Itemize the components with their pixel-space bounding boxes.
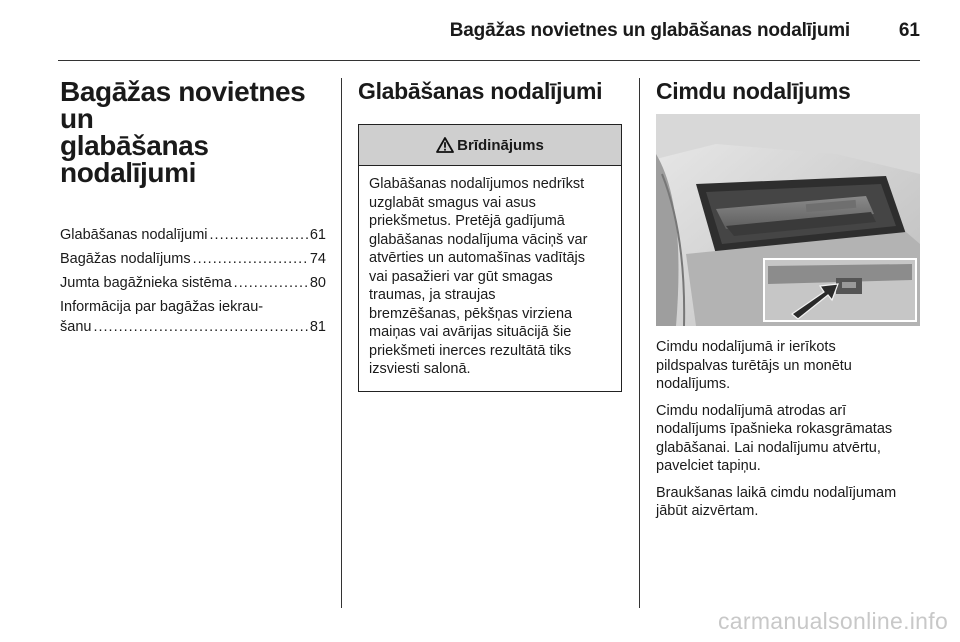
warning-line: priekšmeti inerces rezultātā tiks <box>369 342 572 359</box>
toc-page: 80 <box>309 275 326 291</box>
toc-label: Informācija par bagāžas iekrau- <box>60 299 264 315</box>
section-heading: Cimdu nodalījums <box>656 78 851 104</box>
warning-triangle-icon <box>436 137 454 153</box>
toc-leader-dots <box>93 317 307 337</box>
warning-line: vai pasažieri var gūt smagas <box>369 268 553 285</box>
chapter-heading-line: glabāšanas <box>60 130 209 161</box>
warning-box <box>358 124 622 392</box>
warning-line: Glabāšanas nodalījumos nedrīkst <box>369 176 585 192</box>
paragraph-line: glabāšanai. Lai nodalījumu atvērtu, <box>656 439 881 456</box>
glovebox-photo-icon <box>656 114 920 326</box>
table-of-contents <box>60 225 326 337</box>
warning-line: traumas, ja straujas <box>369 287 496 303</box>
toc-entry-continuation <box>60 317 326 337</box>
page-number: 61 <box>898 20 920 41</box>
chapter-heading-line: nodalījumi <box>60 157 197 188</box>
toc-entry[interactable] <box>60 249 326 269</box>
paragraph-line: jābūt aizvērtam. <box>656 503 759 519</box>
glovebox-illustration <box>656 114 920 326</box>
right-column <box>656 78 922 521</box>
toc-label: Glabāšanas nodalījumi <box>60 227 208 243</box>
column-divider <box>341 78 342 608</box>
toc-leader-dots <box>234 273 308 293</box>
warning-line: atvērties un automašīnas vadītājs <box>369 250 586 266</box>
warning-line: uzglabāt smagus vai asus <box>369 194 536 211</box>
watermark: carmanualsonline.info <box>718 608 949 634</box>
toc-page: 81 <box>309 319 326 335</box>
warning-line: maiņas vai avārijas situācijā šie <box>369 324 572 340</box>
body-paragraph <box>656 484 922 521</box>
paragraph-line: Cimdu nodalījumā atrodas arī <box>656 402 847 419</box>
warning-line: priekšmetus. Pretējā gadījumā <box>369 213 565 229</box>
toc-page: 61 <box>309 227 326 243</box>
body-paragraph <box>656 402 922 476</box>
column-divider <box>639 78 640 608</box>
header-title: Bagāžas novietnes un glabāšanas nodalījumi <box>449 20 850 41</box>
toc-label: Bagāžas nodalījums <box>60 251 191 267</box>
toc-label: šanu <box>60 319 92 335</box>
section-heading: Glabāšanas nodalījumi <box>358 78 603 104</box>
warning-text <box>359 166 621 391</box>
chapter-heading-line: Bagāžas novietnes un <box>60 76 306 134</box>
toc-entry[interactable] <box>60 225 326 245</box>
left-column <box>60 78 326 337</box>
warning-line: glabāšanas nodalījuma vāciņš var <box>369 231 588 248</box>
toc-entry[interactable] <box>60 273 326 293</box>
paragraph-line: pavelciet tapiņu. <box>656 458 761 474</box>
paragraph-line: nodalījums. <box>656 376 731 392</box>
warning-line: izsviesti salonā. <box>369 361 471 377</box>
header-rule <box>58 60 920 61</box>
warning-title: Brīdinājums <box>457 136 544 154</box>
toc-entry[interactable] <box>60 297 326 337</box>
paragraph-line: Braukšanas laikā cimdu nodalījumam <box>656 484 897 501</box>
toc-page: 74 <box>309 251 326 267</box>
body-paragraph <box>656 338 922 394</box>
middle-column <box>358 78 624 392</box>
chapter-heading <box>60 78 326 186</box>
warning-line: bremzēšanas, pēkšņas virziena <box>369 305 573 322</box>
paragraph-line: Cimdu nodalījumā ir ierīkots <box>656 339 836 355</box>
toc-label: Jumta bagāžnieka sistēma <box>60 275 232 291</box>
paragraph-line: nodalījums īpašnieka rokasgrāmatas <box>656 421 893 437</box>
toc-leader-dots <box>193 249 308 269</box>
toc-leader-dots <box>210 225 308 245</box>
paragraph-line: pildspalvas turētājs un monētu <box>656 357 852 374</box>
warning-header <box>359 125 621 166</box>
